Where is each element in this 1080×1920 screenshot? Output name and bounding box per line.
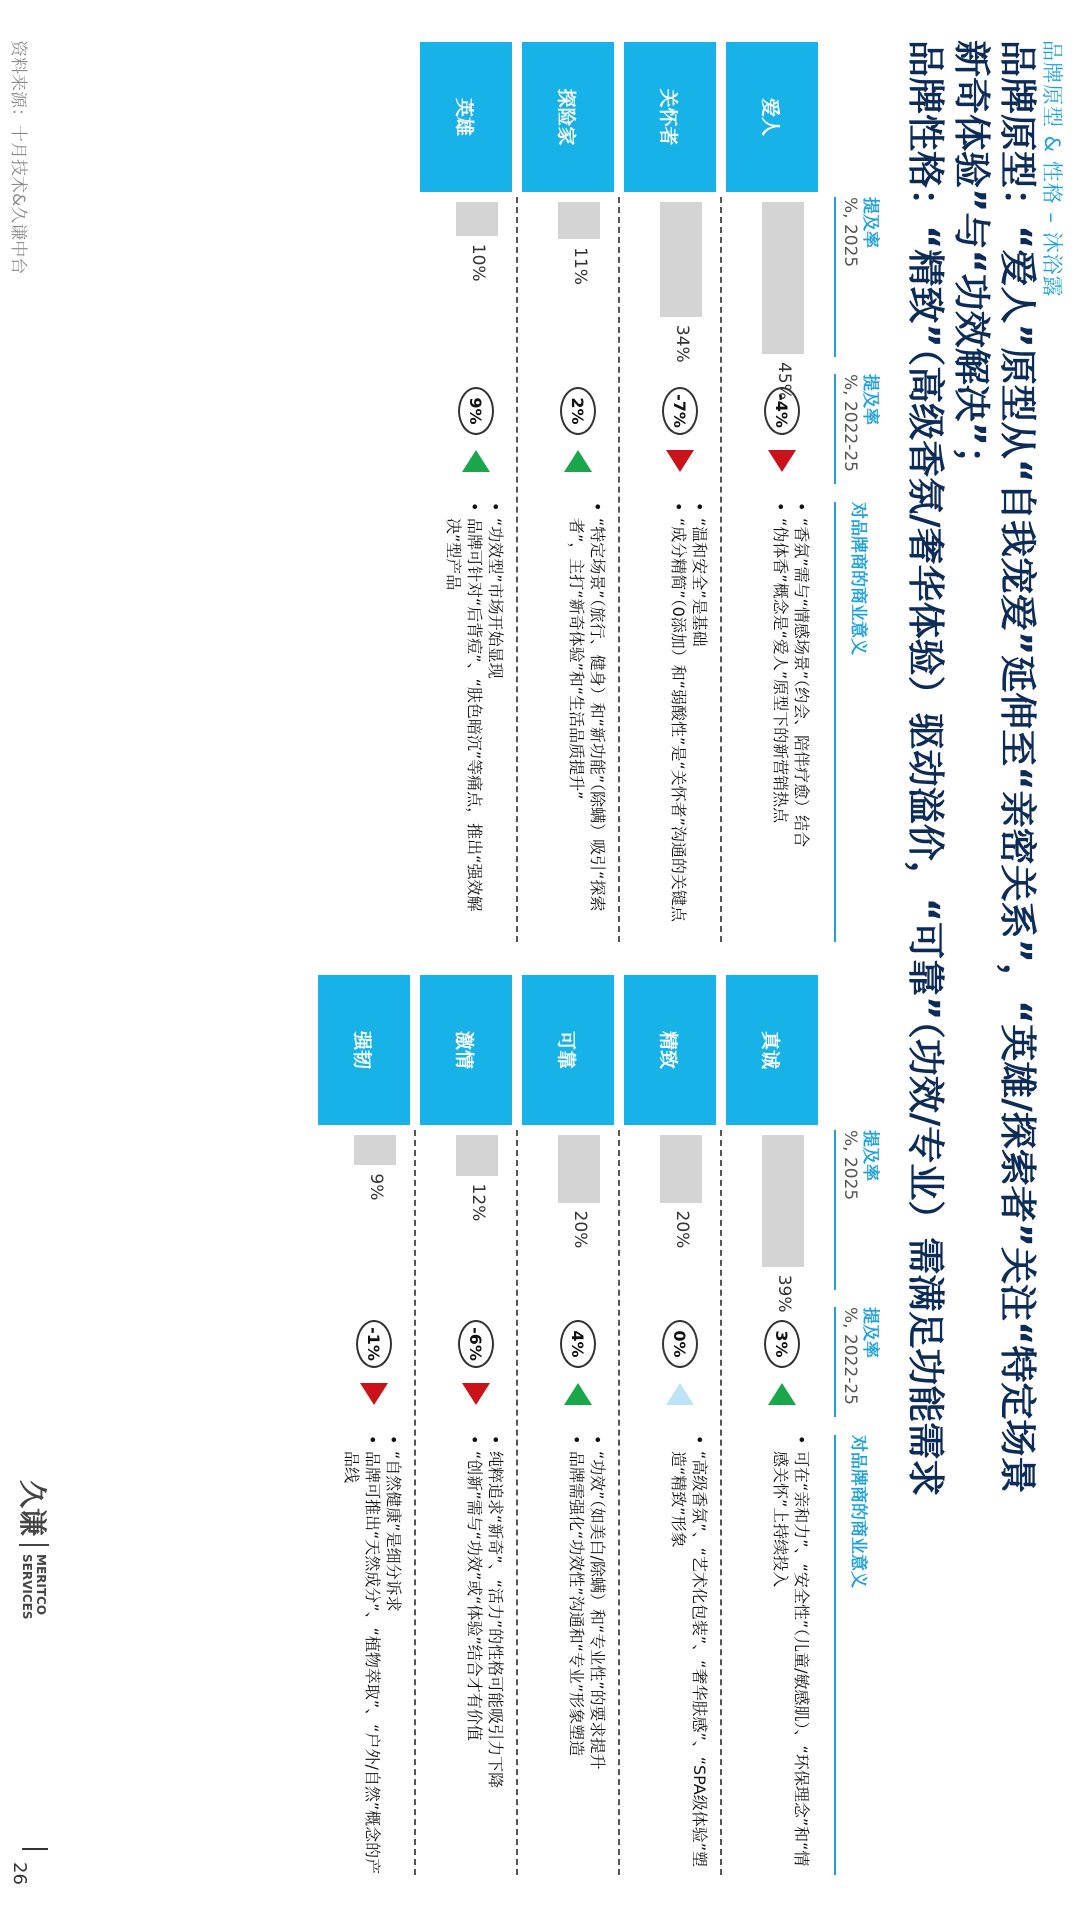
- category-box: 真诚: [726, 975, 818, 1125]
- category-box: 爱人: [726, 42, 818, 192]
- meaning-text: [668, 502, 710, 942]
- column-header-change-label: 提及率: [860, 1307, 880, 1358]
- meaning-bullet: • “高级香氛”、“艺术化包装”、“奢华肤感”、“SPA级体验”塑造“精致”形象: [668, 1435, 710, 1875]
- row-divider: [414, 1130, 416, 1875]
- change-value-badge: -6%: [458, 1320, 494, 1368]
- change-value-badge: -7%: [662, 387, 698, 435]
- logo-en-line-1: MERITCO: [34, 1554, 48, 1616]
- category-box: 可靠: [522, 975, 614, 1125]
- change-up-arrow-icon: [768, 1383, 796, 1405]
- meaning-bullet: • 品牌需强化“功效性”沟通和“专业”形象塑造: [566, 1435, 587, 1875]
- category-box: 强韧: [318, 975, 410, 1125]
- column-header-meaning: 对品牌商的商业意义: [848, 502, 868, 655]
- meaning-bullet: • “功效型”市场开始显现: [485, 502, 506, 942]
- bar-mark: [762, 1135, 804, 1267]
- category-box: 关怀者: [624, 42, 716, 192]
- column-header-rule: [834, 1130, 836, 1290]
- meaning-bullet: • 品牌可推出“天然成分”、“植物萃取”、“户外/自然”概念的产品线: [341, 1435, 383, 1875]
- column-header-change: [840, 374, 880, 472]
- column-header-rate-2025-label: 提及率: [860, 197, 880, 248]
- column-header-meaning: 对品牌商的商业意义: [848, 1435, 868, 1588]
- row-divider: [720, 1130, 722, 1875]
- row-divider: [720, 197, 722, 942]
- bar-mark: [558, 202, 600, 239]
- meaning-text: [443, 502, 506, 942]
- meaning-bullet: • “功效”（如美白/除螨）和“专业性”的要求提升: [587, 1435, 608, 1875]
- logo-divider: [19, 1544, 49, 1546]
- change-down-arrow-icon: [462, 1383, 490, 1405]
- column-header-rate-2025-sub: %, 2025: [840, 197, 860, 268]
- bar-value-label: 12%: [468, 1183, 488, 1222]
- bar-mark: [660, 202, 702, 317]
- meaning-bullet: • “成分精简”（0添加）和“弱酸性”是“关怀者”沟通的关键点: [668, 502, 689, 942]
- meaning-text: [464, 1435, 506, 1875]
- meaning-text: [770, 502, 812, 942]
- bar-value-label: 45%: [774, 362, 794, 400]
- bar-value-label: 34%: [672, 324, 692, 363]
- category-box: 探险家: [522, 42, 614, 192]
- meaning-bullet: • “自然健康”是细分诉求: [383, 1435, 404, 1875]
- meaning-bullet: • “香氛”需与“情感场景”（约会、陪伴疗愈）结合: [791, 502, 812, 942]
- change-value-badge: 9%: [458, 387, 494, 435]
- column-header-rule: [834, 502, 836, 942]
- change-up-arrow-icon: [462, 450, 490, 472]
- change-value-badge: -4%: [764, 387, 800, 435]
- bar-mark: [456, 1135, 498, 1176]
- row-divider: [516, 197, 518, 942]
- bar-mark: [456, 202, 498, 236]
- column-header-rule: [834, 1307, 836, 1417]
- meaning-bullet: • “伪体香”概念是“爱人”原型下的新营销热点: [770, 502, 791, 942]
- row-divider: [516, 1130, 518, 1875]
- breadcrumb: 品牌原型 & 性格 – 沐浴露: [1040, 40, 1064, 298]
- column-header-change-sub: %, 2022-25: [840, 1307, 860, 1405]
- meaning-bullet: • 纯粹追求“新奇”、“活力”的性格可能吸引力下降: [485, 1435, 506, 1875]
- bar-mark: [660, 1135, 702, 1203]
- change-value-badge: -1%: [356, 1320, 392, 1368]
- bar-value-label: 9%: [366, 1173, 386, 1201]
- change-down-arrow-icon: [768, 450, 796, 472]
- page-number: 26: [9, 1862, 30, 1885]
- bar-mark: [558, 1135, 600, 1203]
- bar-mark: [762, 202, 804, 354]
- meaning-text: [566, 502, 608, 942]
- bar-value-label: 20%: [570, 1210, 590, 1249]
- change-down-arrow-icon: [360, 1383, 388, 1405]
- column-header-rate-2025-label: 提及率: [860, 1130, 880, 1181]
- bar-mark: [354, 1135, 396, 1165]
- column-header-rule: [834, 197, 836, 357]
- logo-english-text: [20, 1554, 48, 1619]
- row-divider: [618, 197, 620, 942]
- category-box: 精致: [624, 975, 716, 1125]
- source-note: 资料来源：十月技术&久谦中台: [8, 40, 28, 275]
- category-box: 激情: [420, 975, 512, 1125]
- meaning-bullet: • 品牌可针对“后背痘”、“肤色暗沉”等痛点，推出“强效解决”型产品: [443, 502, 485, 942]
- meaning-text: [668, 1435, 710, 1875]
- change-up-arrow-icon: [564, 1383, 592, 1405]
- meaning-bullet: • “特定场景”（旅行、健身）和“新功能”（除螨）吸引“探索者”，主打“新奇体验”和“生活品质提升”: [566, 502, 608, 942]
- bar-value-label: 10%: [468, 243, 488, 282]
- meaning-bullet: • “温和安全”是基础: [689, 502, 710, 942]
- column-header-rate-2025: [840, 197, 880, 267]
- change-down-arrow-icon: [666, 450, 694, 472]
- column-header-rate-2025: [840, 1130, 880, 1200]
- page-title-line-3: 品牌性格：“精致”（高级香氛/奢华体验）驱动溢价，“可靠”（功效/专业）需满足功能需求: [904, 40, 947, 1497]
- bar-value-label: 20%: [672, 1210, 692, 1249]
- column-header-change: [840, 1307, 880, 1405]
- page-title-line-1: 品牌原型：“爱人”原型从“自我宠爱”延伸至“亲密关系”，“英雄/探索者”关注“特定场景: [996, 40, 1039, 1494]
- page-title-line-2: 新奇体验”与“功效解决”；: [950, 40, 993, 483]
- meaning-bullet: • 可在“亲和力”、“安全性”（儿童/敏感肌）、“环保理念”和“情感关怀”上持续投入: [770, 1435, 812, 1875]
- change-value-badge: 4%: [560, 1320, 596, 1368]
- bar-value-label: 11%: [570, 247, 590, 285]
- change-value-badge: 0%: [662, 1320, 698, 1368]
- category-box: 英雄: [420, 42, 512, 192]
- row-divider: [618, 1130, 620, 1875]
- change-value-badge: 2%: [560, 387, 596, 435]
- change-value-badge: 3%: [764, 1320, 800, 1368]
- column-header-change-label: 提及率: [860, 374, 880, 425]
- meritco-logo: [14, 1480, 54, 1620]
- column-header-rate-2025-sub: %, 2025: [840, 1130, 860, 1201]
- page-number-divider: [22, 1848, 48, 1850]
- column-header-change-sub: %, 2022-25: [840, 374, 860, 472]
- meaning-bullet: • “创新”需与“功效”或“体验”结合才有价值: [464, 1435, 485, 1875]
- bar-value-label: 39%: [774, 1274, 794, 1313]
- change-up-arrow-icon: [564, 450, 592, 472]
- meaning-text: [566, 1435, 608, 1875]
- logo-en-line-2: SERVICES: [20, 1554, 34, 1620]
- column-header-rule: [834, 374, 836, 484]
- meaning-text: [770, 1435, 812, 1875]
- change-flat-arrow-icon: [666, 1383, 694, 1405]
- meaning-text: [341, 1435, 404, 1875]
- column-header-rule: [834, 1435, 836, 1875]
- logo-chinese-text: 久谦: [16, 1480, 49, 1537]
